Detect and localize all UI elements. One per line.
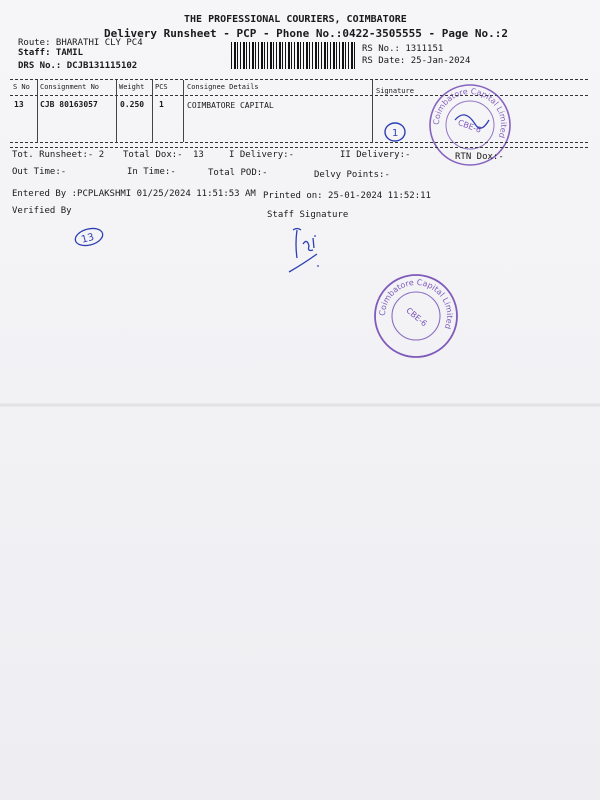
totals-top-rule	[10, 142, 588, 143]
col-divider	[372, 80, 373, 142]
col-header-consignment: Consignment No	[40, 83, 100, 91]
route-label: Route: BHARATHI CLY PC4	[18, 38, 143, 48]
handwritten-mark-text: 13	[80, 231, 96, 246]
col-header-consignee: Consignee Details	[187, 83, 259, 91]
drs-number: DRS No.: DCJB131115102	[18, 61, 138, 71]
delvy-points: Delvy Points:-	[314, 170, 390, 180]
verified-by-label: Verified By	[12, 206, 72, 216]
tot-runsheet: Tot. Runsheet:- 2	[12, 150, 105, 160]
col-divider	[116, 80, 117, 142]
stamp-bottom-ring-text: Coimbatore Capital Limited	[377, 277, 455, 331]
signature-mark-text: 1	[392, 128, 399, 139]
row-sno: 13	[14, 100, 24, 109]
col-header-pcs: PCS	[155, 83, 168, 91]
row-consignment: CJB 80163057	[40, 100, 98, 109]
entered-by: Entered By :PCPLAKSHMI 01/25/2024 11:51:53 AM	[12, 189, 256, 199]
staff-signature-scribble	[285, 222, 335, 277]
company-stamp-bottom	[371, 271, 461, 361]
staff-signature-label: Staff Signature	[267, 210, 349, 220]
ii-delivery: II Delivery:-	[340, 150, 411, 160]
totals-top-rule-2	[10, 147, 588, 148]
runsheet-title: Delivery Runsheet - PCP - Phone No.:0422-3505555 - Page No.:2	[104, 27, 508, 40]
rs-number: RS No.: 1311151	[362, 44, 444, 54]
i-delivery: I Delivery:-	[229, 150, 295, 160]
row-weight: 0.250	[120, 100, 145, 109]
printed-on: Printed on: 25-01-2024 11:52:11	[263, 191, 431, 201]
company-name: THE PROFESSIONAL COURIERS, COIMBATORE	[184, 14, 407, 25]
col-header-signature: Signature	[376, 87, 414, 95]
signature-mark	[382, 120, 408, 144]
in-time: In Time:-	[127, 167, 176, 177]
stamp-bottom-code: CBE-6	[404, 305, 429, 329]
col-divider	[183, 80, 184, 142]
stamp-top-code: CBE-6	[456, 118, 483, 135]
paper-fold	[0, 403, 600, 407]
col-divider	[37, 80, 38, 142]
rs-date: RS Date: 25-Jan-2024	[362, 56, 471, 66]
col-header-weight: Weight	[119, 83, 145, 91]
stamp-top-ring-text: Coimbatore Capital Limited	[431, 86, 509, 140]
barcode	[231, 42, 355, 69]
row-pcs: 1	[159, 100, 164, 109]
rtn-dox: RTN Dox:-	[455, 152, 504, 162]
total-pod: Total POD:-	[208, 168, 268, 178]
total-dox-value: 13	[193, 150, 204, 160]
row-consignee: COIMBATORE CAPITAL	[187, 101, 274, 110]
out-time: Out Time:-	[12, 167, 67, 177]
staff-label: Staff: TAMIL	[18, 48, 84, 58]
col-divider	[152, 80, 153, 142]
handwritten-mark	[72, 225, 108, 249]
total-dox-label: Total Dox:-	[123, 150, 183, 160]
col-header-sno: S No	[13, 83, 30, 91]
